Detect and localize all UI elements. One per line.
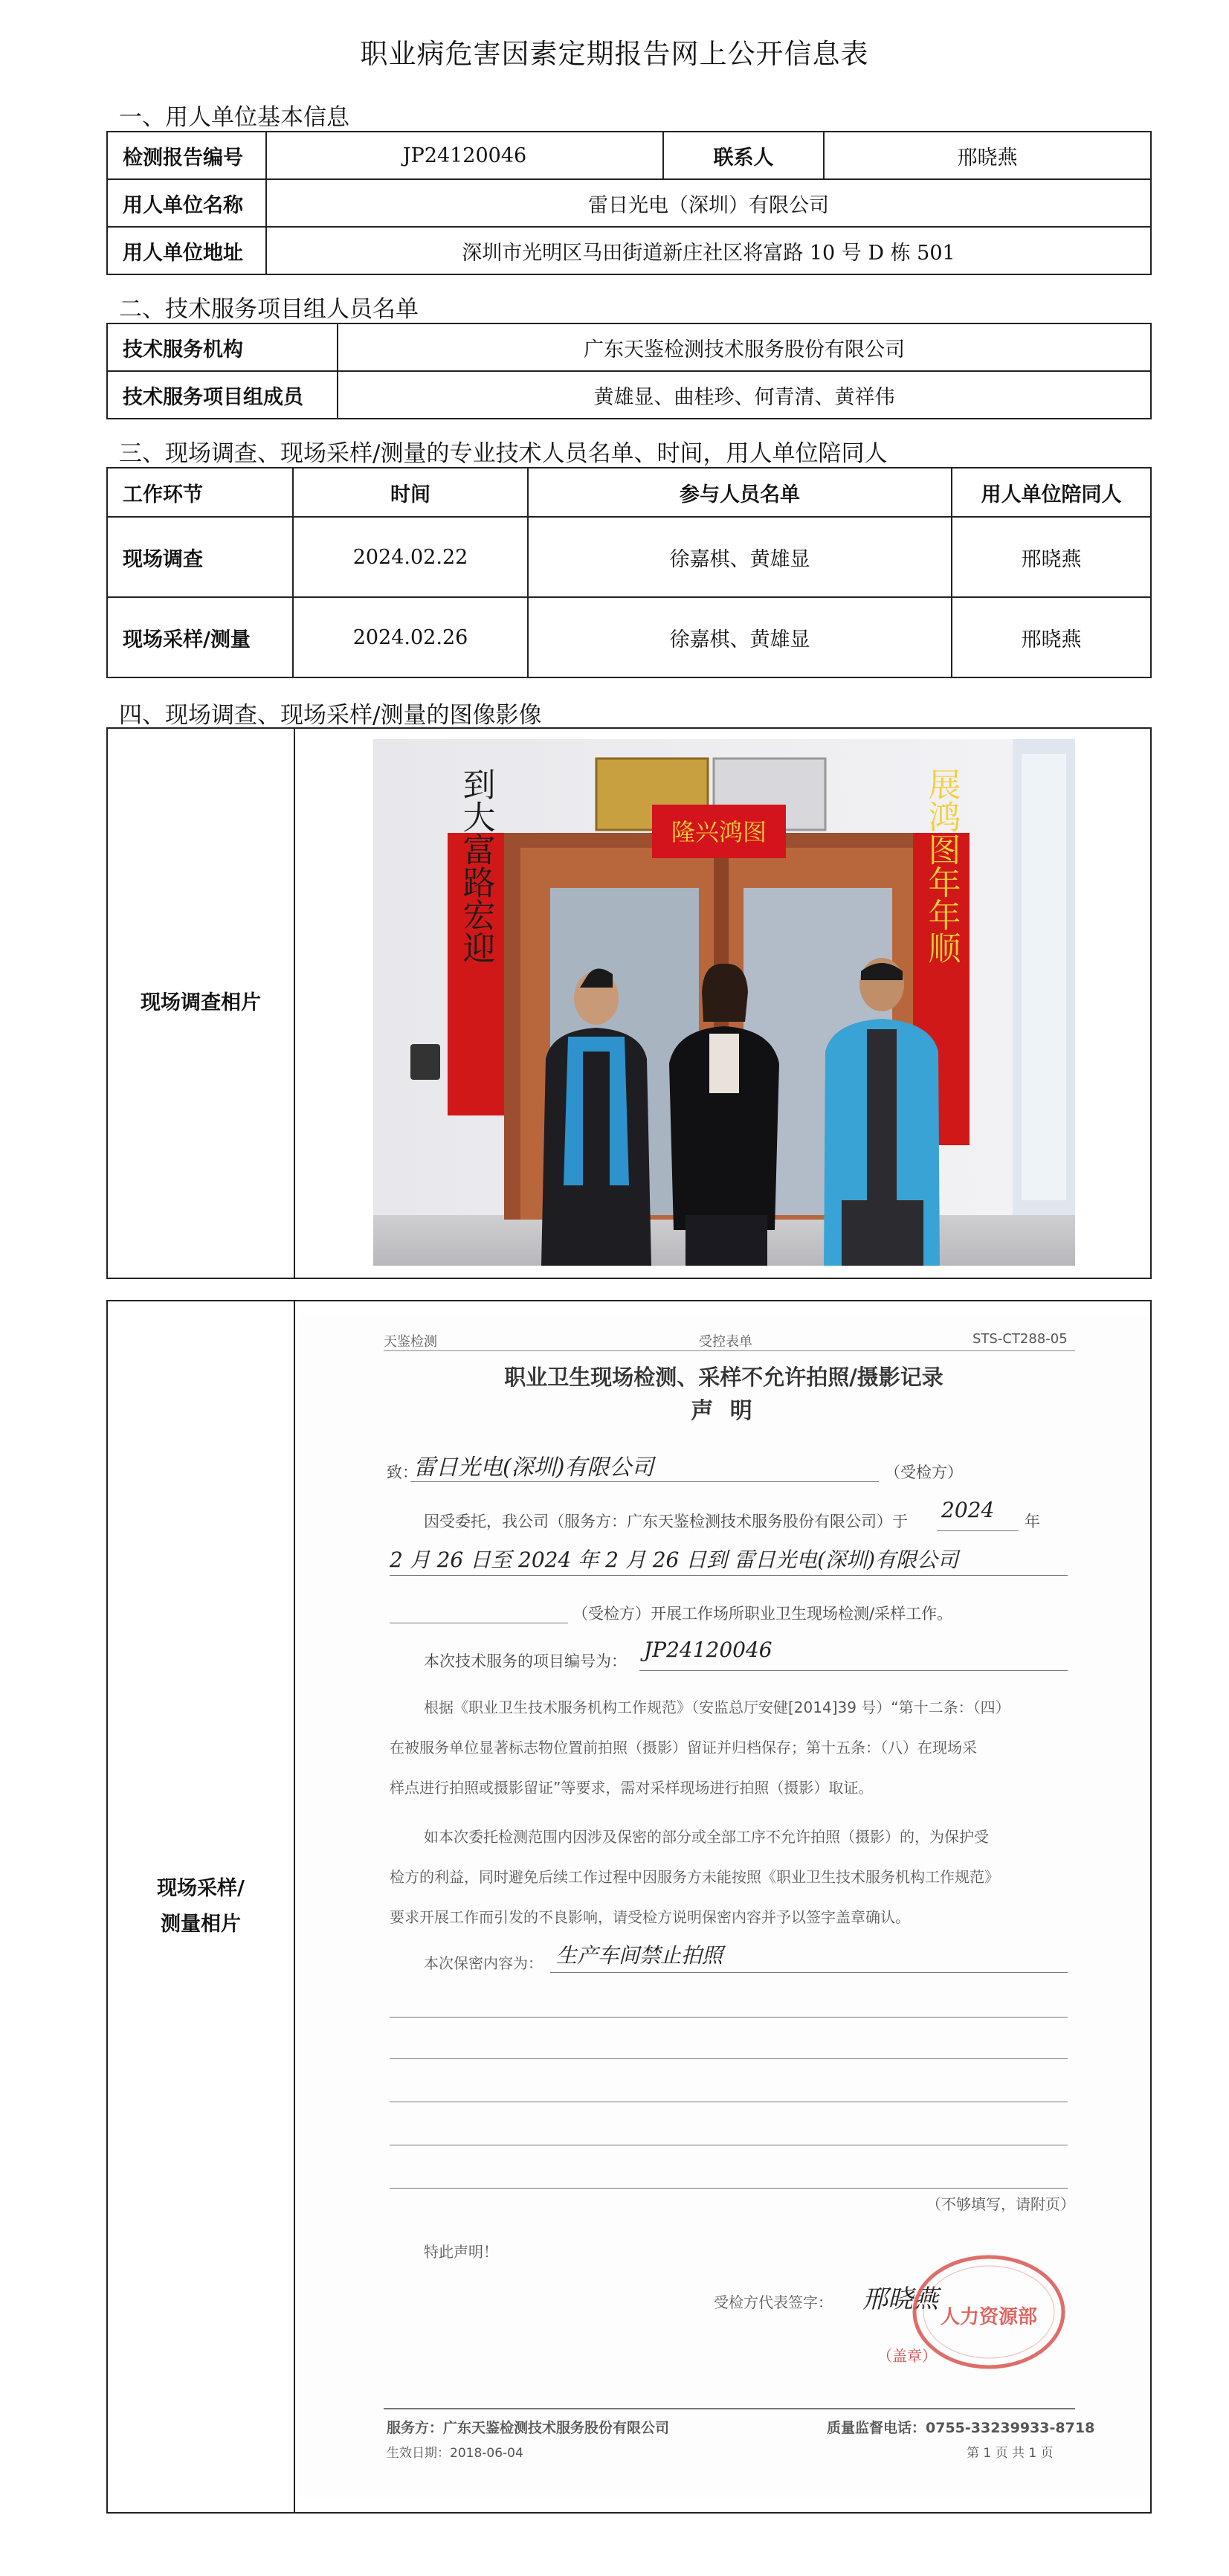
stage-cell: 现场调查: [107, 517, 293, 597]
unit-name-value: 雷日光电（深圳）有限公司: [266, 179, 1151, 227]
contact-value: 邢晓燕: [824, 132, 1151, 179]
section-heading-photos: 四、现场调查、现场采样/测量的图像影像: [119, 702, 542, 729]
section-heading-basic-info: 一、用人单位基本信息: [119, 104, 349, 131]
project-team-table: [106, 323, 1152, 419]
svg-text:到大富路宏迎: 到大富路宏迎: [457, 767, 495, 964]
svg-text:隆兴鸿图: 隆兴鸿图: [671, 818, 767, 846]
scan-footer-date: 生效日期：2018-06-04: [387, 2446, 523, 2461]
scan-company-tag: 天鉴检测: [384, 1334, 437, 1350]
table-row: [107, 597, 1151, 677]
escort-cell: 邢晓燕: [952, 597, 1151, 677]
section-heading-project-team: 二、技术服务项目组人员名单: [119, 296, 419, 323]
staff-cell: 徐嘉棋、黄雄显: [528, 517, 952, 597]
sampling-photo-label: 现场采样/ 测量相片: [107, 1301, 294, 2513]
service-org-label: 技术服务机构: [107, 323, 338, 371]
header-stage: 工作环节: [107, 468, 293, 517]
contact-label: 联系人: [663, 132, 824, 179]
page-title: 职业病危害因素定期报告网上公开信息表: [360, 38, 869, 70]
scan-para-3: （受检方）开展工作场所职业卫生现场检测/采样工作。: [572, 1605, 953, 1623]
site-survey-photo: [373, 739, 1075, 1266]
date-cell: 2024.02.26: [293, 597, 528, 677]
section-heading-site-staff: 三、现场调查、现场采样/测量的专业技术人员名单、时间，用人单位陪同人: [119, 440, 888, 467]
header-staff: 参与人员名单: [528, 468, 952, 517]
scan-para-7: 样点进行拍照或摄影留证”等要求，需对采样现场进行拍照（摄影）取证。: [390, 1779, 874, 1797]
scan-secret-handwritten: 生产车间禁止拍照: [556, 1943, 723, 1968]
scan-para-1-year: 2024: [941, 1498, 995, 1522]
scan-project-no-handwritten: JP24120046: [644, 1638, 772, 1662]
scan-title: 职业卫生现场检测、采样不允许拍照/摄影记录: [504, 1365, 943, 1390]
scan-footer-page: 第 1 页 共 1 页: [967, 2446, 1054, 2461]
unit-address-value: 深圳市光明区马田街道新庄社区将富路 10 号 D 栋 501: [266, 227, 1151, 274]
unit-name-label: 用人单位名称: [107, 179, 266, 227]
scan-para-4a: 本次技术服务的项目编号为：: [424, 1652, 627, 1670]
basic-info-table: [106, 131, 1152, 275]
report-no-value: JP24120046: [266, 132, 663, 179]
banner: [652, 805, 786, 858]
site-staff-table: [106, 467, 1152, 678]
scan-para-8: 如本次委托检测范围内因涉及保密的部分或全部工序不允许拍照（摄影）的，为保护受: [424, 1828, 989, 1846]
team-members-label: 技术服务项目组成员: [107, 371, 338, 419]
scan-form-no: STS-CT288-05: [972, 1331, 1068, 1347]
stage-cell: 现场采样/测量: [107, 597, 293, 677]
team-members-value: 黄雄显、曲桂珍、何青清、黄祥伟: [338, 371, 1151, 419]
scan-para-2-handwritten: 2 月 26 日至 2024 年 2 月 26 日到 雷日光电(深圳)有限公司: [390, 1548, 958, 1572]
scan-para-1a: 因受委托，我公司（服务方：广东天鉴检测技术服务股份有限公司）于: [424, 1513, 908, 1530]
header-escort: 用人单位陪同人: [952, 468, 1151, 517]
svg-text:展鸿图年年顺: 展鸿图年年顺: [922, 767, 961, 964]
scan-to-handwritten: 雷日光电(深圳)有限公司: [413, 1455, 654, 1481]
header-time: 时间: [293, 468, 528, 517]
unit-address-label: 用人单位地址: [107, 227, 266, 274]
scan-declare: 特此声明！: [424, 2243, 498, 2261]
scan-seal-note: （盖章）: [877, 2347, 937, 2365]
scan-para-6: 在被服务单位显著标志物位置前拍照（摄影）留证并归档保存；第十五条：（八）在现场采: [390, 1739, 977, 1756]
scan-footer-service: 服务方：广东天鉴检测技术服务股份有限公司: [387, 2420, 670, 2436]
scan-footer-phone: 质量监督电话：0755-33239933-8718: [827, 2420, 1095, 2436]
scan-para-5: 根据《职业卫生技术服务机构工作规范》（安监总厅安健[2014]39 号）“第十二条：（四）: [424, 1698, 1010, 1716]
scanned-statement-document: [297, 1315, 1150, 2497]
staff-cell: 徐嘉棋、黄雄显: [528, 597, 952, 677]
scan-to-suffix: （受检方）: [885, 1464, 963, 1481]
scan-not-enough-note: （不够填写，请附页）: [926, 2195, 1075, 2213]
scan-para-10: 要求开展工作而引发的不良影响，请受检方说明保密内容并予以签字盖章确认。: [390, 1908, 910, 1926]
scan-signature: 邢晓燕: [862, 2284, 938, 2314]
service-org-value: 广东天鉴检测技术服务股份有限公司: [338, 323, 1151, 371]
svg-text:人力资源部: 人力资源部: [940, 2306, 1038, 2328]
date-cell: 2024.02.22: [293, 517, 528, 597]
scan-para-9: 检方的利益，同时避免后续工作过程中因服务方未能按照《职业卫生技术服务机构工作规范》: [390, 1868, 999, 1886]
scan-form-type: 受控表单: [699, 1334, 752, 1350]
table-row: [107, 517, 1151, 597]
escort-cell: 邢晓燕: [952, 517, 1151, 597]
scan-secret-label: 本次保密内容为：: [424, 1954, 543, 1972]
report-no-label: 检测报告编号: [107, 132, 266, 179]
scan-rep-sign-label: 受检方代表签字：: [714, 2293, 833, 2311]
survey-photo-label: 现场调查相片: [107, 728, 294, 1278]
scan-subtitle: 声 明: [691, 1398, 757, 1424]
scan-para-1b: 年: [1025, 1513, 1040, 1530]
scan-to-prefix: 致：: [387, 1464, 418, 1481]
